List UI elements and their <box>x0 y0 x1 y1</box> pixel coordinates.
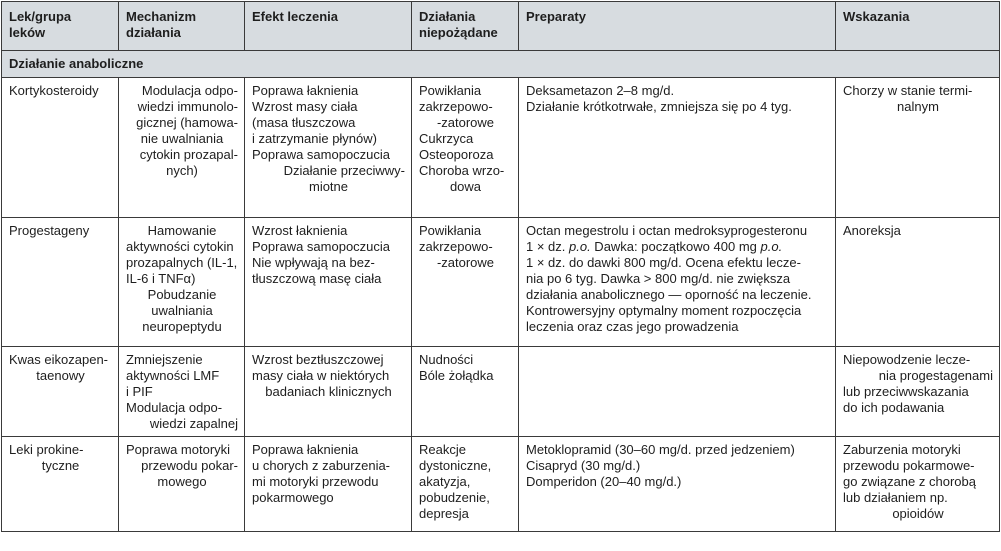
cell-preparations <box>519 347 836 437</box>
section-title: Działanie anaboliczne <box>2 51 1000 78</box>
drug-table-document <box>0 1 1001 551</box>
table-row <box>2 78 1000 218</box>
cell-adverse: Powikłania zakrzepowo- -zatorowe Cukrzyca Osteoporoza Choroba wrzo- dowa <box>412 78 519 218</box>
cell-effect: Wzrost łaknienia Poprawa samopoczucia Nie wpływają na bez- tłuszczową masę ciała <box>245 218 412 347</box>
header-row <box>2 2 1000 51</box>
cell-drug: Progestageny <box>2 218 119 347</box>
cell-adverse: Nudności Bóle żołądka <box>412 347 519 437</box>
cell-indications: Niepowodzenie lecze- nia progestagenami lub przeciwwskazania do ich podawania <box>836 347 1000 437</box>
header-drug-group: Lek/grupa leków <box>2 2 119 51</box>
cell-effect: Poprawa łaknienia Wzrost masy ciała (masa tłuszczowa i zatrzymanie płynów) Poprawa samopoczucia Działanie przeciwwy- miotne <box>245 78 412 218</box>
cell-mechanism: Poprawa motoryki przewodu pokar- mowego <box>119 437 245 532</box>
header-preparations: Preparaty <box>519 2 836 51</box>
cell-preparations: Deksametazon 2–8 mg/d. Działanie krótkotrwałe, zmniejsza się po 4 tyg. <box>519 78 836 218</box>
cell-mechanism: Modulacja odpo- wiedzi immunolo- gicznej (hamowa- nie uwalniania cytokin prozapal- nych) <box>119 78 245 218</box>
table-row <box>2 347 1000 437</box>
cell-effect: Poprawa łaknienia u chorych z zaburzenia- mi motoryki przewodu pokarmowego <box>245 437 412 532</box>
table-row <box>2 218 1000 347</box>
cell-drug: Kwas eikozapen- taenowy <box>2 347 119 437</box>
cell-indications: Anoreksja <box>836 218 1000 347</box>
table-row <box>2 437 1000 532</box>
header-effect: Efekt leczenia <box>245 2 412 51</box>
cell-drug: Leki prokine- tyczne <box>2 437 119 532</box>
cell-preparations: Metoklopramid (30–60 mg/d. przed jedzeniem) Cisapryd (30 mg/d.) Domperidon (20–40 mg/d.) <box>519 437 836 532</box>
header-adverse-effects: Działania niepożądane <box>412 2 519 51</box>
cell-mechanism: Zmniejszenie aktywności LMF i PIF Modulacja odpo- wiedzi zapalnej <box>119 347 245 437</box>
header-mechanism: Mechanizm działania <box>119 2 245 51</box>
section-row <box>2 51 1000 78</box>
cell-adverse: Reakcje dystoniczne, akatyzja, pobudzenie, depresja <box>412 437 519 532</box>
cell-effect: Wzrost beztłuszczowej masy ciała w niektórych badaniach klinicznych <box>245 347 412 437</box>
header-indications: Wskazania <box>836 2 1000 51</box>
cell-mechanism: Hamowanie aktywności cytokin prozapalnych (IL-1, IL-6 i TNFα) Pobudzanie uwalniania neuropeptydu <box>119 218 245 347</box>
cell-drug: Kortykosteroidy <box>2 78 119 218</box>
cell-indications: Chorzy w stanie termi- nalnym <box>836 78 1000 218</box>
cell-preparations: Octan megestrolu i octan medroksyprogesteronu 1 × dz. p.o. Dawka: początkowo 400 mg p.o. 1 × dz. do dawki 800 mg/d. Ocena efektu lecze- nia po 6 tyg. Dawka > 800 mg/d. nie zwiększa działania anabolicznego — oporność na leczenie. Kontrowersyjny optymalny moment rozpoczęcia leczenia oraz czas jego prowadzenia <box>519 218 836 347</box>
cell-adverse: Powikłania zakrzepowo- -zatorowe <box>412 218 519 347</box>
drug-table <box>1 1 1000 532</box>
cell-indications: Zaburzenia motoryki przewodu pokarmowe- go związane z chorobą lub działaniem np. opioidów <box>836 437 1000 532</box>
